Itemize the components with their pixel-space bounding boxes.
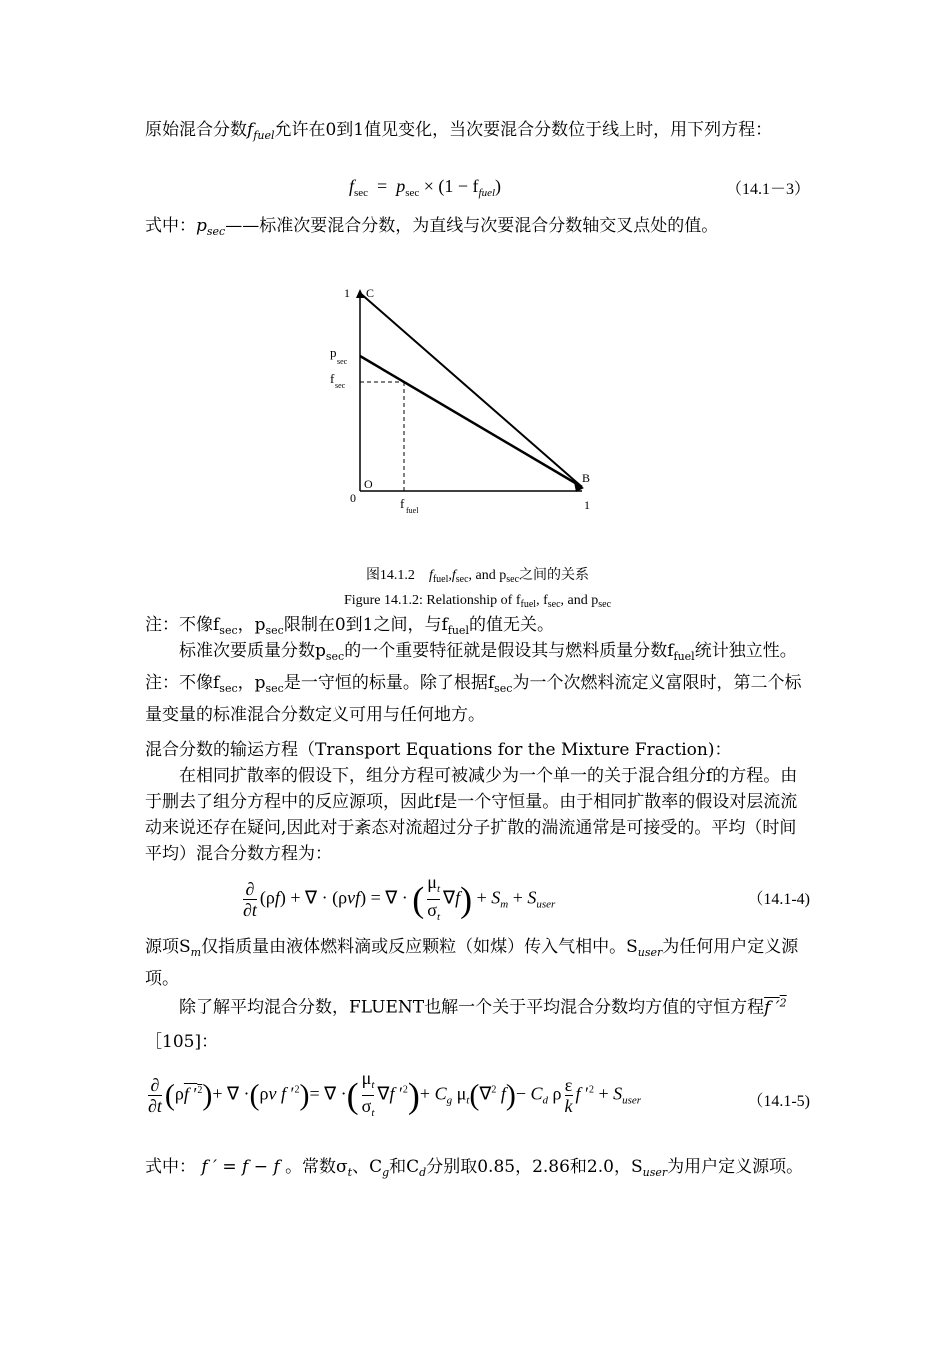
- where1-post: ——标准次要混合分数，为直线与次要混合分数轴交叉点处的值。: [225, 216, 719, 236]
- where2-f: 为用户定义源项。: [667, 1157, 804, 1177]
- equation-14-1-3: $f_{sec} = p_{sec} \times (1 - f_{fuel})$ （14.1－3）: [348, 176, 810, 199]
- where2-c-sub: g: [382, 1166, 390, 1179]
- section-heading: 混合分数的输运方程（Transport Equations for the Mixture Fraction)：: [145, 740, 732, 760]
- label-ffuel-sub: fuel: [406, 506, 419, 515]
- label-ffuel: f: [400, 496, 405, 511]
- where1-var: p: [196, 216, 207, 236]
- caption-en-f1-sub: fuel: [520, 599, 537, 610]
- where2-e: 分别取0.85，2.86和2.0，S: [426, 1157, 643, 1177]
- source-a-sub: m: [190, 946, 202, 959]
- source-term-paragraph: [145, 934, 810, 992]
- note1-c: 限制在0到1之间，与f: [283, 615, 448, 635]
- mixture-fraction-diagram: [320, 275, 620, 525]
- where2-d: 和C: [389, 1157, 420, 1177]
- note1-b-sub: sec: [265, 624, 284, 637]
- note1-c-sub: fuel: [447, 624, 469, 637]
- variance-paragraph: 除了解平均混合分数，FLUENT也解一个关于平均混合分数均方值的守恒方程f $'^2$ ［105]：: [145, 996, 787, 1052]
- where2-e-sub: user: [642, 1166, 668, 1179]
- note1-a-sub: sec: [219, 624, 238, 637]
- caption-en-pre: Figure 14.1.2: Relationship of f: [343, 593, 521, 608]
- label-fsec: f: [330, 371, 335, 386]
- point-c-marker: [356, 289, 364, 298]
- where2-b-sub: t: [347, 1166, 353, 1179]
- note2-e-sub: sec: [494, 682, 513, 695]
- caption-cn-post: 之间的关系: [519, 568, 590, 583]
- line-psec-b: [360, 356, 582, 487]
- label-one-right: 1: [584, 498, 590, 512]
- intro-var-sub: fuel: [253, 129, 275, 142]
- caption-en-f2: , f: [536, 593, 548, 608]
- paragraph-transport: 在相同扩散率的假设下，组分方程可被减少为一个单一的关于混合组分f的方程。由于删去了组分方程中的反应源项，因此f是一个守恒量。由于相同扩散率的假设对层流流动来说还存在疑问,因此对于紊态对流超过分子扩散的湍流通常是可接受的。平均（时间平均）混合分数方程为：: [145, 766, 798, 864]
- where2-fprime: f ′ = f − f: [201, 1157, 280, 1177]
- label-c: C: [366, 286, 375, 300]
- caption-cn-f2: ,f: [448, 568, 456, 583]
- source-c: 为任何用户定义源项。: [145, 937, 799, 989]
- label-psec-sub: sec: [337, 357, 348, 366]
- note2-d: ，p: [237, 673, 266, 693]
- caption-en-and: , and p: [560, 593, 599, 608]
- where2-c: 、C: [352, 1157, 383, 1177]
- note1-b: ，p: [237, 615, 266, 635]
- note2-e: 是一守恒的标量。除了根据f: [283, 673, 495, 693]
- intro-text-a: 原始混合分数: [145, 120, 247, 140]
- equation-number: （14.1-4): [747, 891, 810, 908]
- note2-a: 标准次要质量分数p: [179, 641, 326, 661]
- where2-d-sub: d: [419, 1166, 427, 1179]
- equation-14-1-4: $\frac{\partial}{\partial t}$ (ρf) + ∇ · (ρvf) = ∇ · ( $\frac{\mu_t}{\sigma_t}$ $\nabla f) + S_m + S_{user}$ （14.1-4): [145, 872, 810, 932]
- where2-a: 式中：: [145, 1157, 196, 1177]
- note2-f: 为一个次燃料流定义富限时，第二个标量变量的标准混合分数定义可用与任何地方。: [145, 673, 802, 725]
- caption-cn-f1: f: [428, 568, 433, 583]
- note2-b: 的一个重要特征就是假设其与燃料质量分数f: [344, 641, 674, 661]
- para2-tail: ［105]：: [145, 1031, 219, 1052]
- eq3-p: p: [396, 176, 406, 196]
- caption-cn-f1-sub: fuel: [432, 574, 449, 585]
- note2-d-sub: sec: [265, 682, 284, 695]
- constants-paragraph: [145, 1150, 810, 1190]
- note2-c-sub: sec: [219, 682, 238, 695]
- intro-text-b: 允许在0到1值见变化，当次要混合分数位于线上时，用下列方程：: [274, 120, 773, 140]
- caption-cn-f2-sub: sec: [455, 574, 469, 585]
- note2-c: 统计独立性。注：不像f: [145, 641, 797, 693]
- figure-caption-en: [145, 592, 810, 614]
- equation-14-1-5: $\frac{\partial}{\partial t}$ (ρf $'^2)+$ ∇ ·(ρv f $'^2)=$ ∇ ·( $\frac{\mu_t}{\sigma_t}$ ∇f $'^2)+ C_g$ $\mu_t(\nabla^2$ $f)- C_d$ ρ $\frac{\varepsilon}{k}$ f $'^2 + S_{user}$ （14.1-5): [145, 1068, 810, 1132]
- where1-pre: 式中：: [145, 216, 196, 236]
- caption-cn-pre: 图14.1.2: [365, 568, 429, 583]
- label-psec: p: [330, 345, 337, 360]
- caption-cn-and: , and p: [468, 568, 507, 583]
- equation-number: （14.1-5): [747, 1093, 810, 1110]
- label-o: O: [364, 477, 373, 491]
- intro-paragraph: [145, 117, 810, 149]
- eq3-lhs: f: [348, 176, 354, 196]
- caption-en-and-sub: sec: [598, 599, 612, 610]
- note2-a-sub: sec: [325, 650, 345, 663]
- label-b: B: [582, 471, 591, 485]
- intro-var: f: [247, 120, 254, 140]
- where-psec: [145, 213, 810, 245]
- equation-number: （14.1－3）: [725, 181, 810, 198]
- eq3-close: ): [495, 176, 502, 196]
- eq3-lhs-sub: sec: [353, 187, 369, 199]
- eq3-p-sub: sec: [405, 187, 420, 199]
- where2-b: 。常数σ: [285, 1157, 348, 1177]
- label-zero: 0: [350, 491, 356, 505]
- figure-caption-cn: [145, 567, 810, 589]
- caption-en-f2-sub: sec: [547, 599, 561, 610]
- label-one-top: 1: [344, 286, 350, 300]
- source-b-sub: user: [637, 946, 663, 959]
- eq3-rest-sub: fuel: [478, 187, 496, 199]
- caption-cn-and-sub: sec: [506, 574, 520, 585]
- note1-a: 注：不像f: [145, 615, 220, 635]
- note2-b-sub: fuel: [673, 650, 695, 663]
- source-b: 仅指质量由液体燃料滴或反应颗粒（如煤）传入气相中。S: [201, 937, 638, 957]
- note1-d: 的值无关。: [468, 615, 554, 635]
- eq3-rest: × (1 − f: [423, 176, 479, 196]
- para2-text: 除了解平均混合分数，FLUENT也解一个关于平均混合分数均方值的守恒方程: [179, 997, 765, 1018]
- where1-var-sub: sec: [206, 225, 226, 238]
- note-2: [145, 638, 810, 728]
- source-a: 源项S: [145, 937, 191, 957]
- line-c-b: [360, 293, 582, 487]
- label-fsec-sub: sec: [335, 381, 346, 390]
